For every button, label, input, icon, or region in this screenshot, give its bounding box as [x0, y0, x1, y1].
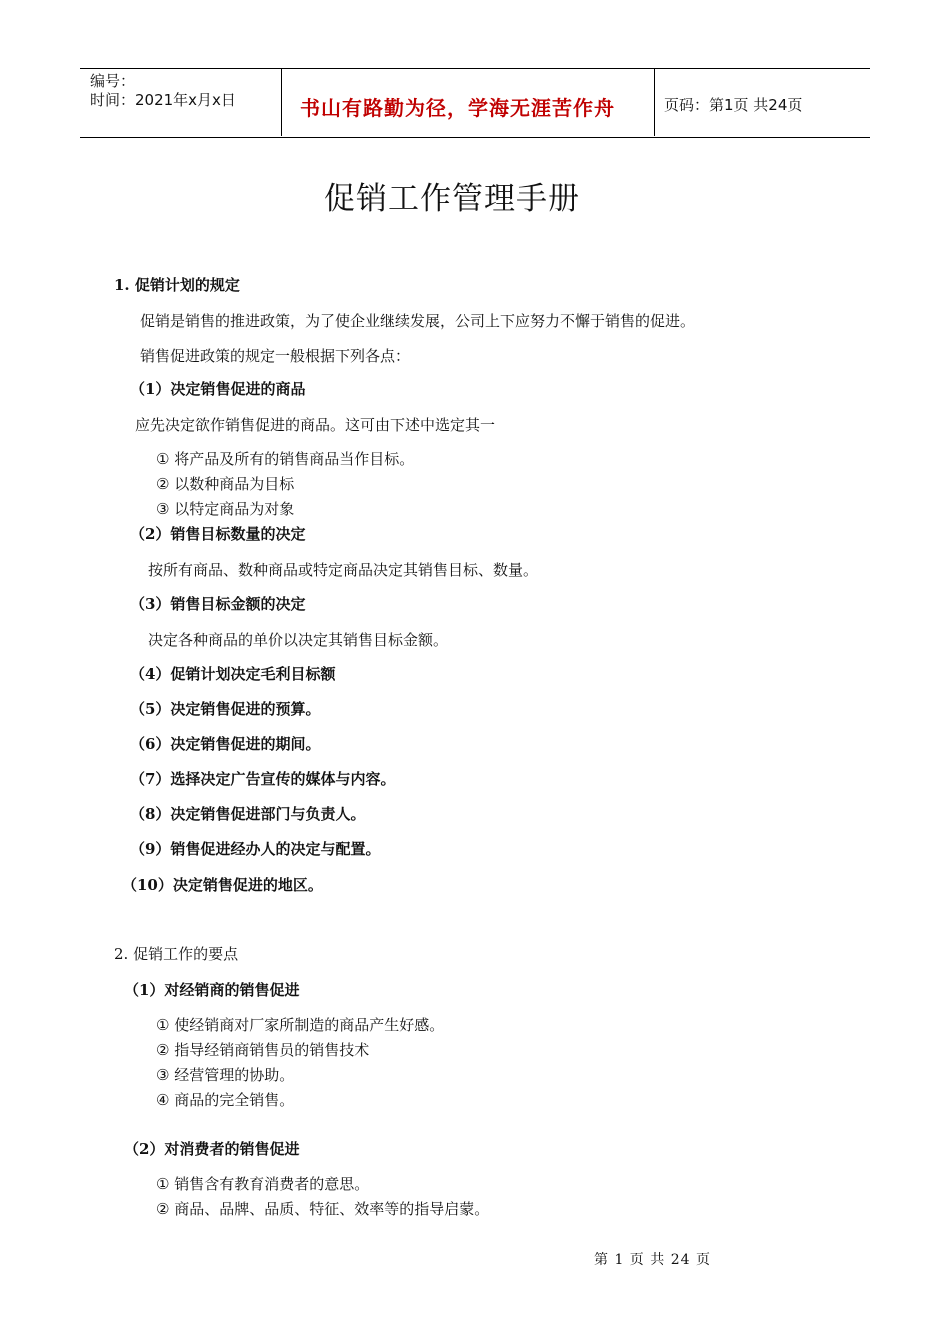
list-item: ③ 以特定商品为对象 — [156, 500, 295, 518]
subsection-heading: （2）对消费者的销售促进 — [124, 1140, 300, 1158]
paragraph: 决定各种商品的单价以决定其销售目标金额。 — [148, 631, 449, 649]
list-item: ③ 经营管理的协助。 — [156, 1066, 295, 1084]
paragraph: 促销是销售的推进政策，为了使企业继续发展，公司上下应努力不懈于销售的促进。 — [140, 312, 696, 330]
subsection-heading: （1）决定销售促进的商品 — [130, 380, 306, 398]
page-footer: 第 1 页 共 24 页 — [594, 1252, 711, 1268]
serial-label: 编号： — [90, 72, 136, 90]
date-label: 时间：2021年x月x日 — [90, 91, 236, 109]
motto: 书山有路勤为径，学海无涯苦作舟 — [300, 96, 615, 120]
list-item: ② 指导经销商销售员的销售技术 — [156, 1041, 370, 1059]
subsection-heading: （6）决定销售促进的期间。 — [130, 735, 321, 753]
header-divider — [654, 68, 655, 136]
header-divider — [281, 68, 282, 136]
subsection-heading: （9）销售促进经办人的决定与配置。 — [130, 840, 381, 858]
list-item: ① 销售含有教育消费者的意思。 — [156, 1175, 370, 1193]
list-item: ④ 商品的完全销售。 — [156, 1091, 295, 1109]
subsection-heading: （5）决定销售促进的预算。 — [130, 700, 321, 718]
list-item: ① 使经销商对厂家所制造的商品产生好感。 — [156, 1016, 445, 1034]
section-heading: 1. 促销计划的规定 — [114, 276, 240, 294]
section-heading: 2. 促销工作的要点 — [114, 945, 239, 963]
subsection-heading: （10）决定销售促进的地区。 — [122, 876, 323, 894]
paragraph: 按所有商品、数种商品或特定商品决定其销售目标、数量。 — [148, 561, 539, 579]
subsection-heading: （4）促销计划决定毛利目标额 — [130, 665, 336, 683]
paragraph: 销售促进政策的规定一般根据下列各点： — [140, 347, 411, 365]
page-label: 页码：第1页 共24页 — [664, 96, 803, 114]
subsection-heading: （2）销售目标数量的决定 — [130, 525, 306, 543]
paragraph: 应先决定欲作销售促进的商品。这可由下述中选定其一 — [135, 416, 496, 434]
subsection-heading: （7）选择决定广告宣传的媒体与内容。 — [130, 770, 396, 788]
subsection-heading: （8）决定销售促进部门与负责人。 — [130, 805, 366, 823]
list-item: ② 商品、品牌、品质、特征、效率等的指导启蒙。 — [156, 1200, 490, 1218]
list-item: ① 将产品及所有的销售商品当作目标。 — [156, 450, 415, 468]
subsection-heading: （1）对经销商的销售促进 — [124, 981, 300, 999]
document-title: 促销工作管理手册 — [324, 181, 580, 217]
list-item: ② 以数种商品为目标 — [156, 475, 295, 493]
subsection-heading: （3）销售目标金额的决定 — [130, 595, 306, 613]
